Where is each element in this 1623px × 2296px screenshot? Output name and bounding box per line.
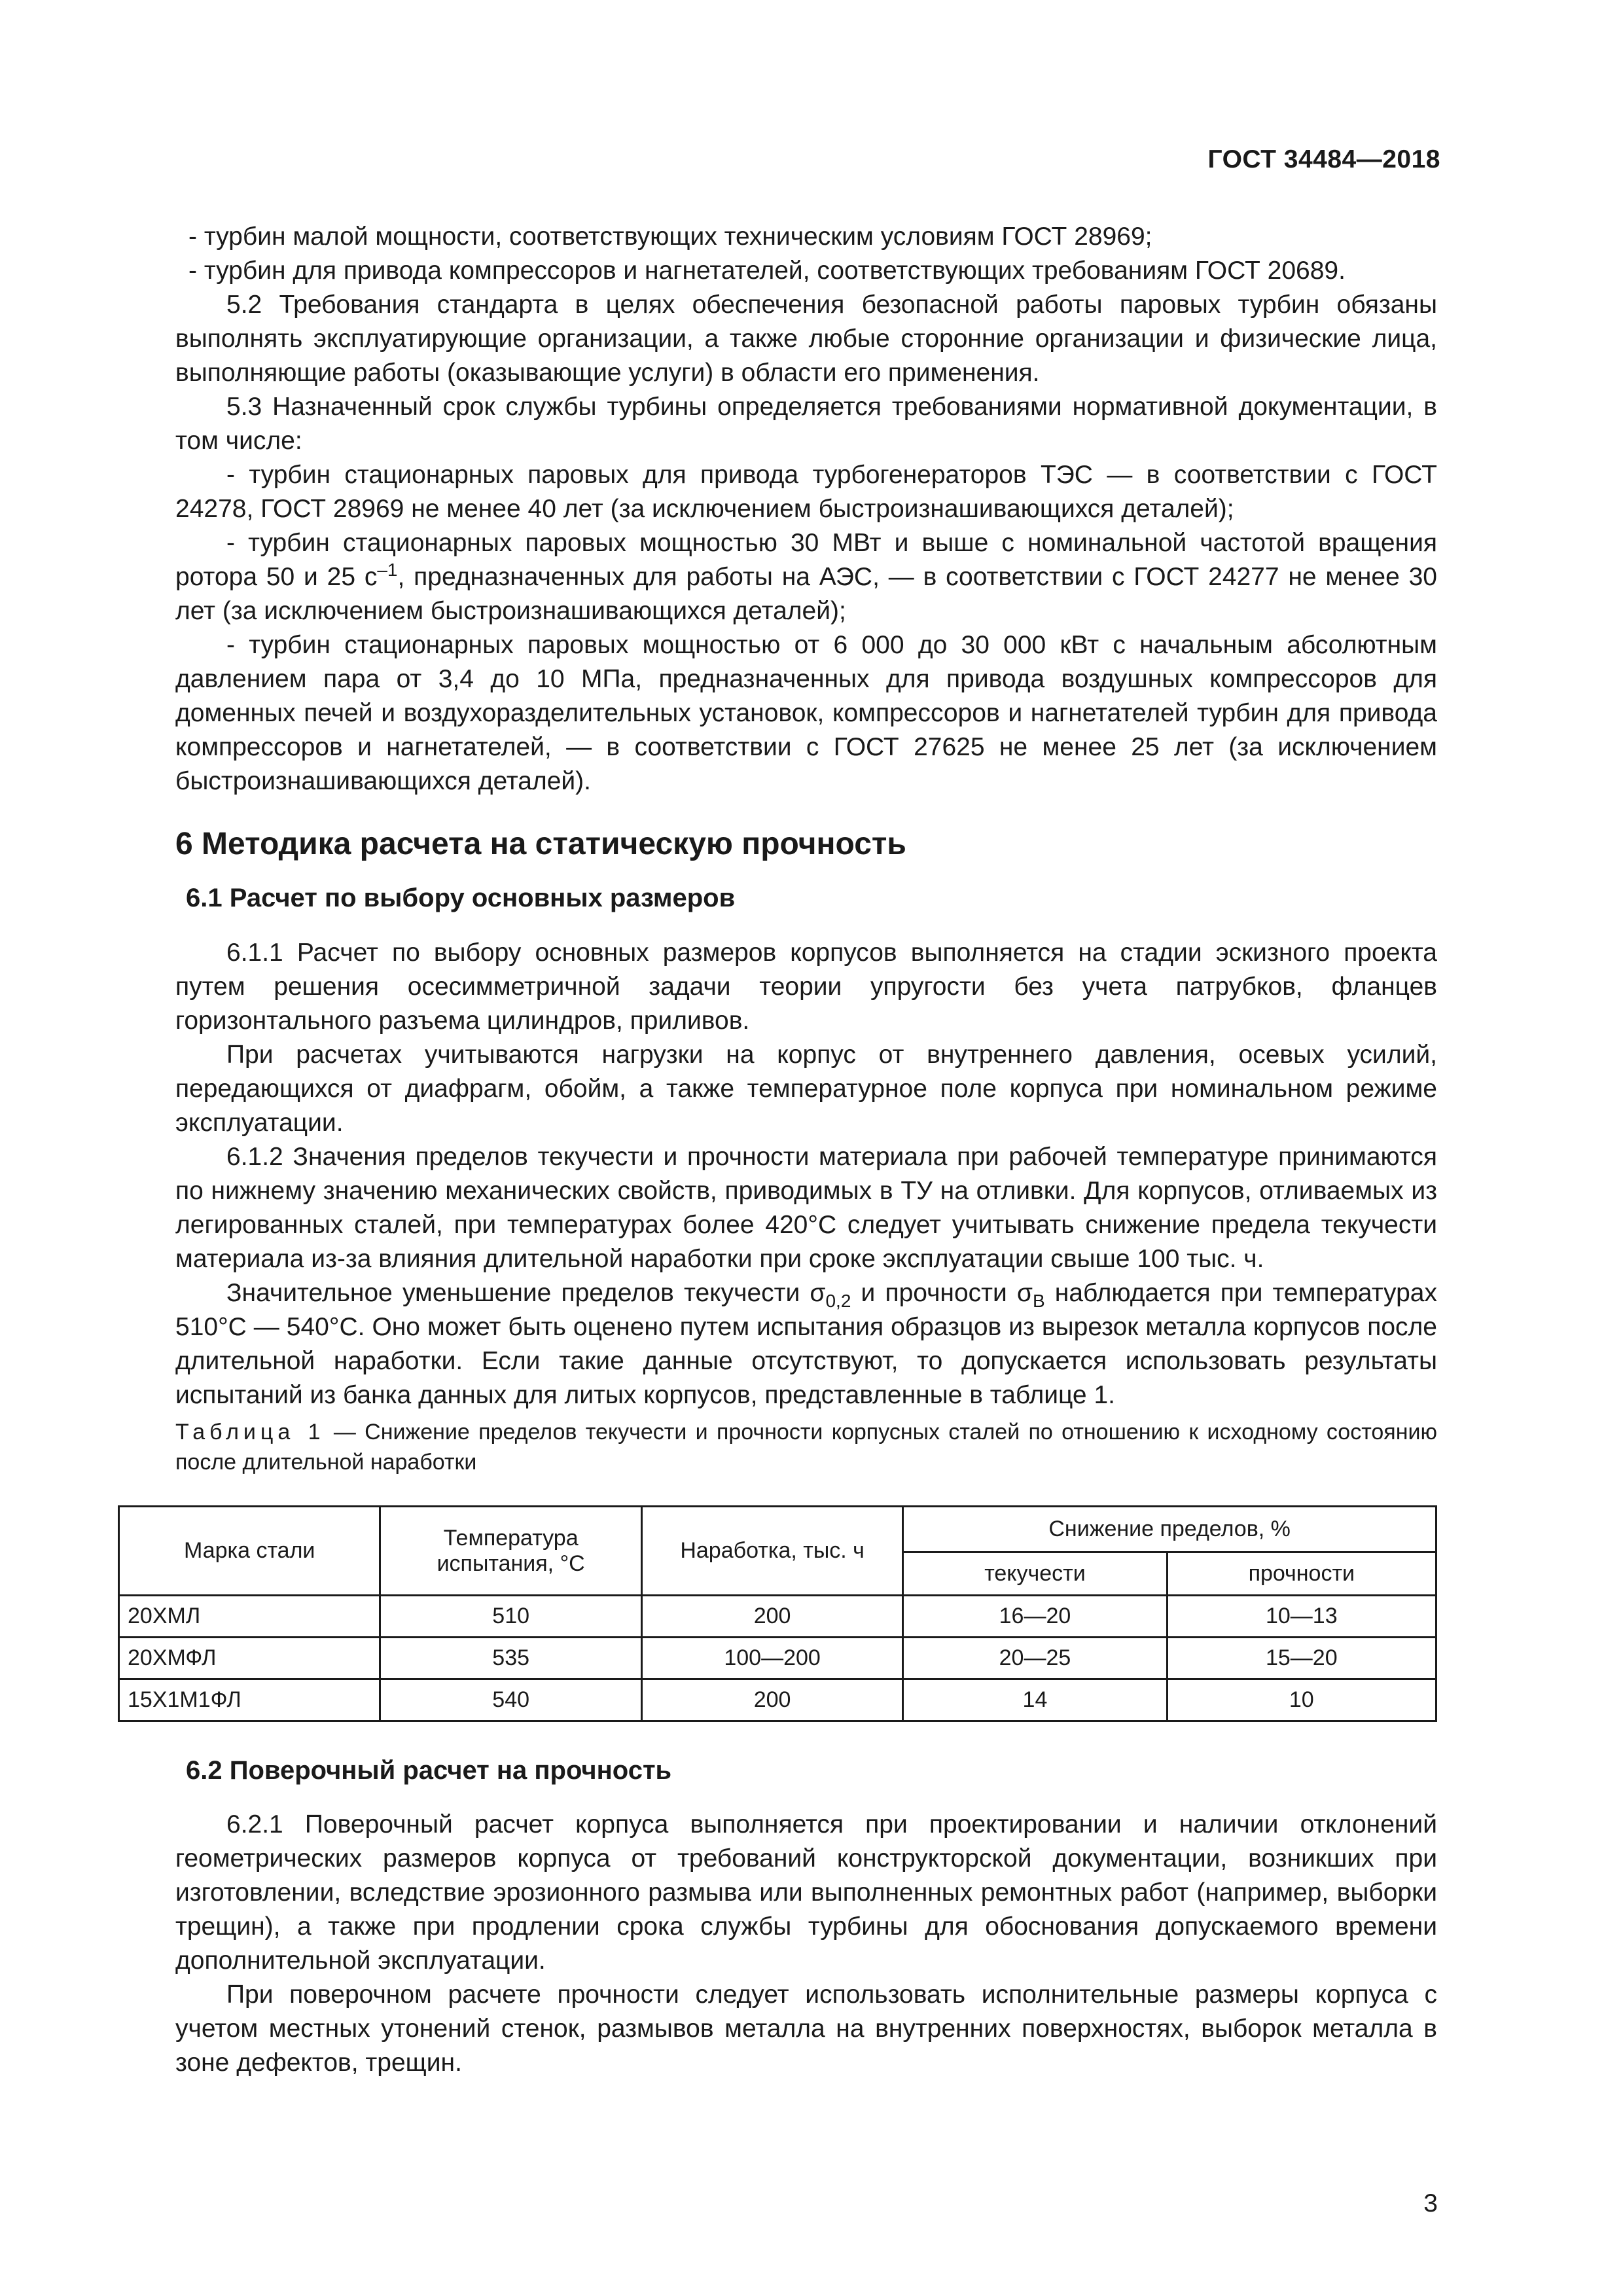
list-item: - турбин малой мощности, соответствующих техническим условиям ГОСТ 28969;: [188, 223, 1152, 251]
subsection-6-2: [175, 1756, 1437, 1785]
list-item: - турбин стационарных паровых мощностью от 6 000 до 30 000 кВт с начальным абсолютным давлением пара от 3,4 до 10 МПа, предназначенных для привода воздушных компрессоров для доменных печей и воздухоразделительных установок, компрессоров и нагнетателей турбин для привода компрессоров и нагнетателей, — в соответствии с ГОСТ 27625 не менее 25 лет (за исключением быстроизнашивающихся деталей).: [175, 631, 1437, 795]
paragraph-5-2: 5.2 Требования стандарта в целях обеспечения безопасной работы паровых турбин обязаны выполнять эксплуатирующие организации, а также любые сторонние организации и физические лица, выполняющие работы (оказывающие услуги) в области его применения.: [175, 291, 1437, 387]
subsection-6-1: [175, 884, 1437, 913]
table-caption: [175, 1417, 1437, 1477]
header-steel: Марка стали: [119, 1507, 380, 1596]
section-title: 6 Методика расчета на статическую прочность: [175, 827, 906, 861]
paragraph-5-3: 5.3 Назначенный срок службы турбины определяется требованиями нормативной документации, в том числе:: [175, 393, 1437, 455]
table-caption-text: — Снижение пределов текучести и прочности корпусных сталей по отношению к исходному состоянию после длительной наработки: [175, 1420, 1437, 1475]
table-row: 15Х1М1ФЛ 540 200 14 10: [119, 1679, 1436, 1721]
header-hours: Наработка, тыс. ч: [641, 1507, 902, 1596]
table-row: 20ХМФЛ 535 100—200 20—25 15—20: [119, 1638, 1436, 1679]
header-reduction: Снижение пределов, %: [903, 1507, 1436, 1552]
paragraph-sigma: Значительное уменьшение пределов текучести $\sigma_{0,2}$ и прочности $\sigma_B$ наблюдается при температурах 510°С — 540°С. Оно может быть оценено путем испытания образцов из вырезок металла корпусов после длительной наработки. Если такие данные отсутствуют, то допускается использовать результаты испытаний из банка данных для литых корпусов, представленные в таблице 1.: [175, 1279, 1437, 1409]
paragraph-6-1-2: 6.1.2 Значения пределов текучести и прочности материала при рабочей температуре принимаются по нижнему значению механических свойств, приводимых в ТУ на отливки. Для корпусов, отливаемых из легированных сталей, при температурах более 420°С следует учитывать снижение предела текучести материала из-за влияния длительной наработки при сроке эксплуатации свыше 100 тыс. ч.: [175, 1143, 1437, 1273]
list-item: - турбин стационарных паровых мощностью 30 МВт и выше с номинальной частотой вращения ротора 50 и 25 $с^{-1}$, предназначенных для работы на АЭС, — в соответствии с ГОСТ 24277 не менее 30 лет (за исключением быстроизнашивающихся деталей);: [175, 529, 1437, 625]
table-row: 20ХМЛ 510 200 16—20 10—13: [119, 1596, 1436, 1638]
header-temperature: Температура испытания, °С: [380, 1507, 641, 1596]
intro-block: [175, 220, 1437, 798]
list-item: - турбин стационарных паровых для привода турбогенераторов ТЭС — в соответствии с ГОСТ 24278, ГОСТ 28969 не менее 40 лет (за исключением быстроизнашивающихся деталей);: [175, 461, 1437, 523]
paragraph-6-2-1: 6.2.1 Поверочный расчет корпуса выполняется при проектировании и наличии отклонений геометрических размеров корпуса от требований конструкторской документации, возникших при изготовлении, вследствие эрозионного размыва или выполненных ремонтных работ (например, выборки трещин), а также при продлении срока службы турбины для обоснования допускаемого времени дополнительной эксплуатации.: [175, 1810, 1437, 1975]
subsection-title: 6.1 Расчет по выбору основных размеров: [186, 884, 736, 912]
page-number: 3: [1423, 2189, 1438, 2217]
subsection-title: 6.2 Поверочный расчет на прочность: [186, 1756, 672, 1785]
section-6-1-body: [175, 936, 1437, 1412]
header-strength: прочности: [1167, 1552, 1436, 1596]
document-header: ГОСТ 34484—2018: [1207, 145, 1440, 173]
list-item: - турбин для привода компрессоров и нагнетателей, соответствующих требованиям ГОСТ 20689.: [188, 257, 1346, 285]
paragraph-loads: При расчетах учитываются нагрузки на корпус от внутреннего давления, осевых усилий, передающихся от диафрагм, обойм, а также температурное поле корпуса при номинальном режиме эксплуатации.: [175, 1041, 1437, 1137]
table-1: [118, 1505, 1437, 1722]
header-yield: текучести: [903, 1552, 1167, 1596]
paragraph-6-1-1: 6.1.1 Расчет по выбору основных размеров корпусов выполняется на стадии эскизного проекта путем решения осесимметричной задачи теории упругости без учета патрубков, фланцев горизонтального разъема цилиндров, приливов.: [175, 939, 1437, 1035]
paragraph-check: При поверочном расчете прочности следует использовать исполнительные размеры корпуса с учетом местных утонений стенок, размывов металла на внутренних поверхностях, выборок металла в зоне дефектов, трещин.: [175, 1981, 1437, 2077]
table-caption-label: Таблица 1: [175, 1420, 325, 1444]
section-6: [175, 826, 1437, 862]
section-6-2-body: [175, 1808, 1437, 2080]
